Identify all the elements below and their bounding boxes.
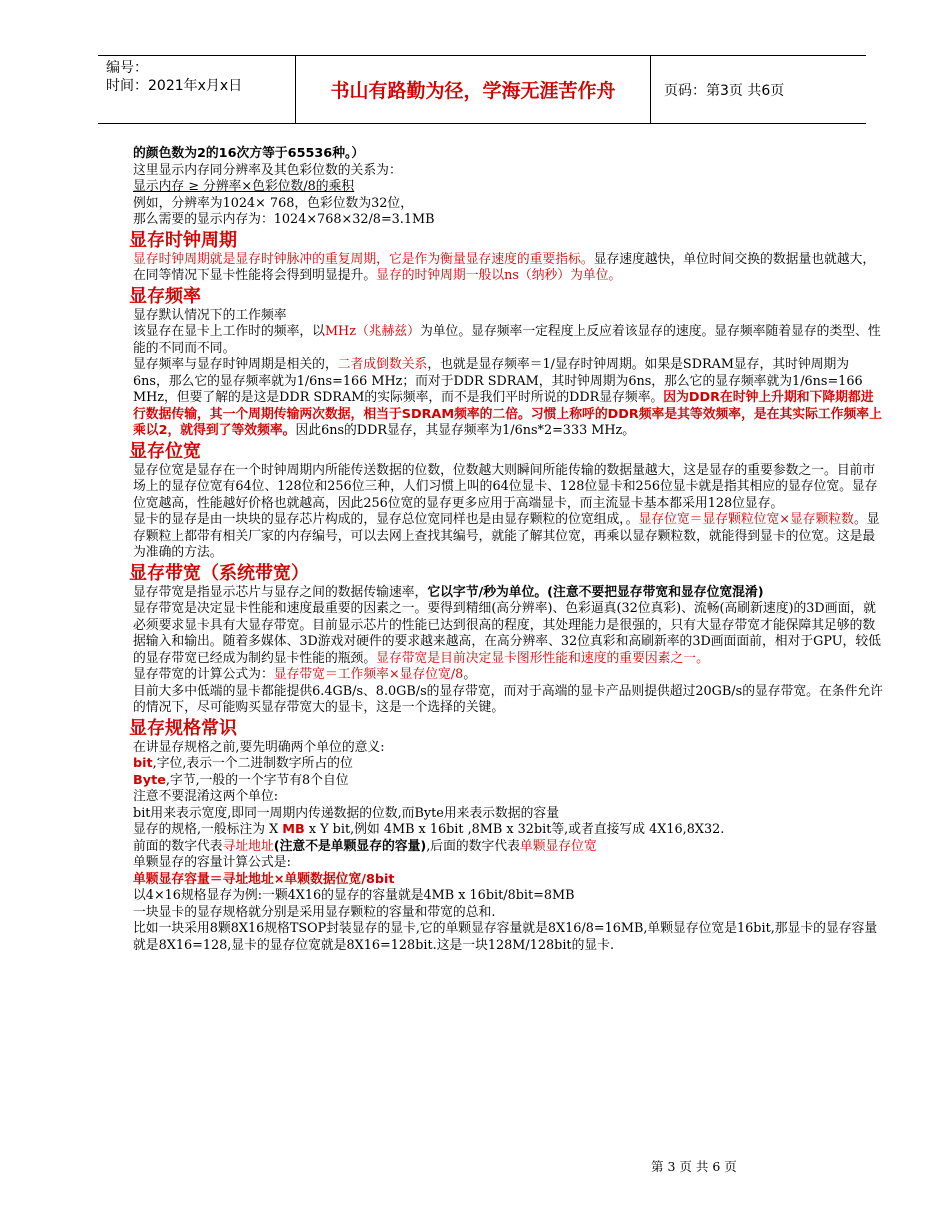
spec-line-8: 单颗显存的容量计算公式是: [133, 855, 291, 870]
frequency-paragraph-1: 显存默认情况下的工作频率 [133, 307, 287, 323]
spec-line-5: bit用来表示宽度,即同一周期内传递数据的位数,而Byte用来表示数据的容量 [133, 805, 560, 821]
spec-line-1: 在讲显存规格之前,要先明确两个单位的意义: [133, 739, 385, 755]
spec-line-byte: Byte,字节,一般的一个字节有8个自位 [133, 772, 349, 788]
bus-width-paragraph-1: 显存位宽是显存在一个时钟周期内所能传送数据的位数，位数越大则瞬间所能传输的数据量越大，这是显存的重要参数之一。目前市场上的显存位宽有64位、128位和256位三种，人们习惯上叫的64位显卡、128位显卡和256位显卡就是指其相应的显存位宽。显存位宽越高，性能越好价格也就越高，因此256位宽的显存更多应用于高端显卡，而主流显卡基本都采用128位显存。 [133, 462, 878, 511]
bus-width-paragraph-2: 显卡的显存是由一块块的显存芯片构成的，显存总位宽同样也是由显存颗粒的位宽组成，。显存位宽＝显存颗粒位宽×显存颗粒数。显存颗粒上都带有相关厂家的内存编号，可以去网上查找其编号，就能了解其位宽，再乘以显存颗粒数，就能得到显卡的位宽。这是最为准确的方法。 [133, 512, 880, 560]
header-meta [106, 59, 296, 95]
intro-line-5: 那么需要的显示内存为：1024×768×32/8=3.1MB [133, 212, 435, 227]
spec-line-12: 比如一块采用8颗8X16规格TSOP封装显存的显卡,它的单颗显存容量就是8X16/8=16MB,单颗显存位宽是16bit,那显卡的显存容量就是8X16=128,显卡的显存位宽就是8X16=128bit.这是一块128M/128bit的显卡. [133, 921, 878, 953]
spec-line-bit: bit,字位,表示一个二进制数字所占的位 [133, 756, 353, 771]
section-title-spec: 显存规格常识 [129, 717, 237, 739]
spec-formula: 单颗显存容量＝寻址地址×单颗数据位宽/8bit [133, 871, 395, 887]
doc-date: 时间：2021年x月x日 [106, 78, 243, 94]
doc-number-label: 编号： [106, 60, 148, 76]
page-header [98, 55, 866, 124]
intro-line-2: 这里显示内存同分辨率及其色彩位数的关系为： [133, 162, 402, 178]
bandwidth-paragraph-1: 显存带宽是指显示芯片与显存之间的数据传输速率，它以字节/秒为单位。(注意不要把显存带宽和显存位宽混淆) [133, 584, 764, 600]
section-title-bandwidth: 显存带宽（系统带宽） [129, 562, 309, 584]
spec-line-10: 以4×16规格显存为例:一颗4X16的显存的容量就是4MB x 16bit/8bit=8MB [133, 888, 575, 903]
section-title-clock-cycle: 显存时钟周期 [129, 229, 237, 251]
section-title-frequency: 显存频率 [129, 285, 201, 307]
spec-line-11: 一块显卡的显存规格就分别是采用显存颗粒的容量和带宽的总和. [133, 904, 496, 920]
intro-line-4: 例如，分辨率为1024× 768，色彩位数为32位， [133, 195, 414, 211]
spec-line-4: 注意不要混淆这两个单位: [133, 789, 279, 804]
section-title-bus-width: 显存位宽 [129, 440, 201, 462]
page-footer: 第 3 页 共 6 页 [651, 1159, 737, 1174]
frequency-paragraph-2: 该显存在显卡上工作时的频率，以MHz（兆赫兹）为单位。显存频率一定程度上反应着该显存的速度。显存频率随着显存的类型、性能的不同而不同。 [133, 324, 881, 356]
frequency-paragraph-3: 显存频率与显存时钟周期是相关的，二者成倒数关系，也就是显存频率＝1/显存时钟周期。如果是SDRAM显存，其时钟周期为6ns，那么它的显存频率就为1/6ns=166 MHz；而对于DDR SDRAM，其时钟周期为6ns，那么它的显存频率就为1/6ns=166 MHz，但要了解的是这是DDR SDRAM的实际频率，而不是我们平时所说的DDR显存频率。因为DDR在时钟上升期和下降期都进行数据传输，其一个周期传输两次数据，相当于SDRAM频率的二倍。习惯上称呼的DDR频率是其等效频率，是在其实际工作频率上乘以2，就得到了等效频率。因此6ns的DDR显存，其显存频率为1/6ns*2=333 MHz。 [133, 357, 882, 438]
bandwidth-paragraph-4: 目前大多中低端的显卡都能提供6.4GB/s、8.0GB/s的显存带宽，而对于高端的显卡产品则提供超过20GB/s的显存带宽。在条件允许的情况下，尽可能购买显存带宽大的显卡，这是一个选择的关键。 [133, 683, 883, 715]
spec-line-6: 显存的规格,一般标注为 X MB x Y bit,例如 4MB x 16bit ,8MB x 32bit等,或者直接写成 4X16,8X32. [133, 822, 725, 837]
bandwidth-paragraph-2: 显存带宽是决定显卡性能和速度最重要的因素之一。要得到精细(高分辨率)、色彩逼真(32位真彩)、流畅(高刷新速度)的3D画面，就必须要求显卡具有大显存带宽。目前显示芯片的性能已达到很高的程度，其处理能力是很强的，只有大显存带宽才能保障其足够的数据输入和输出。随着多媒体、3D游戏对硬件的要求越来越高，在高分辨率、32位真彩和高刷新率的3D画面面前，相对于GPU，较低的显存带宽已经成为制约显卡性能的瓶颈。显存带宽是目前决定显卡图形性能和速度的重要因素之一。 [133, 601, 881, 666]
clock-cycle-paragraph: 显存时钟周期就是显存时钟脉冲的重复周期，它是作为衡量显存速度的重要指标。显存速度越快，单位时间交换的数据量也就越大，在同等情况下显卡性能将会得到明显提升。显存的时钟周期一般以ns（纳秒）为单位。 [133, 251, 876, 283]
bandwidth-formula: 显存带宽的计算公式为：显存带宽＝工作频率×显存位宽/8。 [133, 667, 477, 682]
header-page-info: 页码：第3页 共6页 [664, 83, 785, 99]
spec-line-7: 前面的数字代表寻址地址(注意不是单颗显存的容量),后面的数字代表单颗显存位宽 [133, 838, 597, 854]
intro-formula: 显示内存 ≥ 分辨率×色彩位数/8的乘积 [133, 179, 355, 194]
header-motto: 书山有路勤为径，学海无涯苦作舟 [295, 56, 651, 123]
intro-line-1: 的颜色数为2的16次方等于65536种。） [133, 146, 365, 161]
document-body [129, 146, 883, 954]
